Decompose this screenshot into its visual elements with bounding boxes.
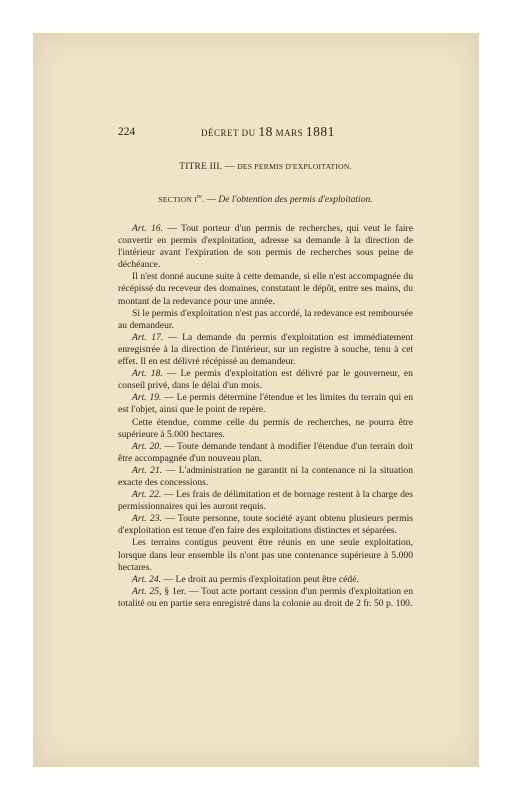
running-title-month: MARS	[272, 128, 306, 138]
page-number: 224	[118, 126, 136, 138]
paragraph	[118, 574, 413, 586]
paragraph	[118, 513, 413, 537]
paragraph-text: — L'administration ne garantit ni la contenance ni la situation exacte des concessions.	[118, 464, 413, 488]
paragraph-text: — Toute demande tendant à modifier l'étendue d'un terrain doit être accompagnée d'un nouveau plan.	[118, 440, 413, 464]
paragraph-text: — La demande du permis d'exploitation est immédiatement enregistrée à la direction de l'intérieur, sur un registre à souche, tenu à cet effet. Il en est délivré récépissé au demandeur.	[118, 331, 413, 368]
paragraph	[118, 392, 413, 416]
running-title-day: 18	[258, 124, 273, 139]
section-heading-dash: . —	[201, 195, 219, 206]
article-label: Art. 21.	[132, 464, 163, 476]
paragraph-text: — Le permis d'exploitation est délivré par le gouverneur, en conseil privé, dans le délai d'un mois.	[118, 368, 413, 392]
paragraph-text: Cette étendue, comme celle du permis de recherches, ne pourra être supérieure à 5.000 hectares.	[118, 416, 413, 440]
paragraph-text: Si le permis d'exploitation n'est pas accordé, la redevance est remboursée au demandeur.	[118, 307, 413, 331]
running-title-year: 1881	[305, 124, 335, 139]
paragraph	[118, 223, 413, 271]
article-label: Art. 16.	[132, 223, 163, 234]
paragraph-text: — Tout porteur d'un permis de recherches, qui veut le faire convertir en permis d'exploitation, adresse sa demande à la direction de l'intérieur avant l'expiration de son permis de recherches sous peine de déchéance.	[118, 223, 413, 271]
article-label: Art. 24.	[132, 573, 162, 585]
paragraph-text: § 1er. — Tout acte portant cession d'un permis d'exploitation en totalité ou en partie sera enregistré dans la colonie au droit de 2 fr. 50 p. 100.	[118, 585, 413, 609]
section-heading-sup: re	[197, 194, 202, 200]
paragraph	[118, 441, 413, 465]
paragraph	[118, 417, 413, 441]
paragraph-text: — Les frais de délimitation et de bornage restent à la charge des permissionnaires qui les auront requis.	[118, 489, 413, 513]
paragraph	[118, 537, 413, 573]
article-label: Art. 17.	[132, 331, 164, 343]
paragraph-text: — Toute personne, toute société ayant obtenu plusieurs permis d'exploitation est tenue d'en faire des exploitations distinctes et séparées.	[118, 513, 413, 537]
chapter-title	[118, 162, 413, 172]
article-label: Art. 20.	[132, 440, 162, 452]
chapter-title-text: DES PERMIS D'EXPLOITATION.	[237, 162, 352, 171]
article-label: Art. 23.	[132, 513, 162, 525]
paragraph	[118, 271, 413, 307]
paragraph	[118, 586, 413, 610]
running-title	[201, 124, 335, 140]
section-heading-lead: SECTION I	[158, 195, 198, 205]
paragraph-text: Il n'est donné aucune suite à cette demande, si elle n'est accompagnée du récépissé du receveur des domaines, constatant le dépôt, entre ses mains, du montant de la redevance pour une année.	[118, 271, 413, 307]
article-body	[118, 223, 413, 610]
paragraph	[118, 465, 413, 489]
article-label: Art. 22.	[132, 489, 162, 501]
section-heading	[118, 194, 413, 205]
running-title-prefix: DÉCRET DU	[201, 128, 259, 138]
paragraph-text: — Le droit au permis d'exploitation peut être cédé.	[161, 573, 359, 585]
chapter-title-lead: TITRE III. —	[179, 162, 238, 172]
paragraph	[118, 308, 413, 332]
paragraph-text: Les terrains contigus peuvent être réunis en une seule exploitation, lorsque dans leur ensemble ils n'ont pas une contenance supérieure à 5.000 hectares.	[118, 537, 413, 573]
paragraph	[118, 332, 413, 368]
running-header	[118, 126, 413, 142]
paragraph	[118, 368, 413, 392]
article-label: Art. 19.	[132, 392, 162, 404]
article-label: Art. 25,	[132, 585, 162, 597]
article-label: Art. 18.	[132, 368, 163, 380]
paragraph	[118, 489, 413, 513]
paragraph-text: — Le permis détermine l'étendue et les limites du terrain qui en est l'objet, ainsi que le point de repère.	[118, 392, 413, 416]
section-heading-text: De l'obtention des permis d'exploitation.	[218, 195, 373, 206]
